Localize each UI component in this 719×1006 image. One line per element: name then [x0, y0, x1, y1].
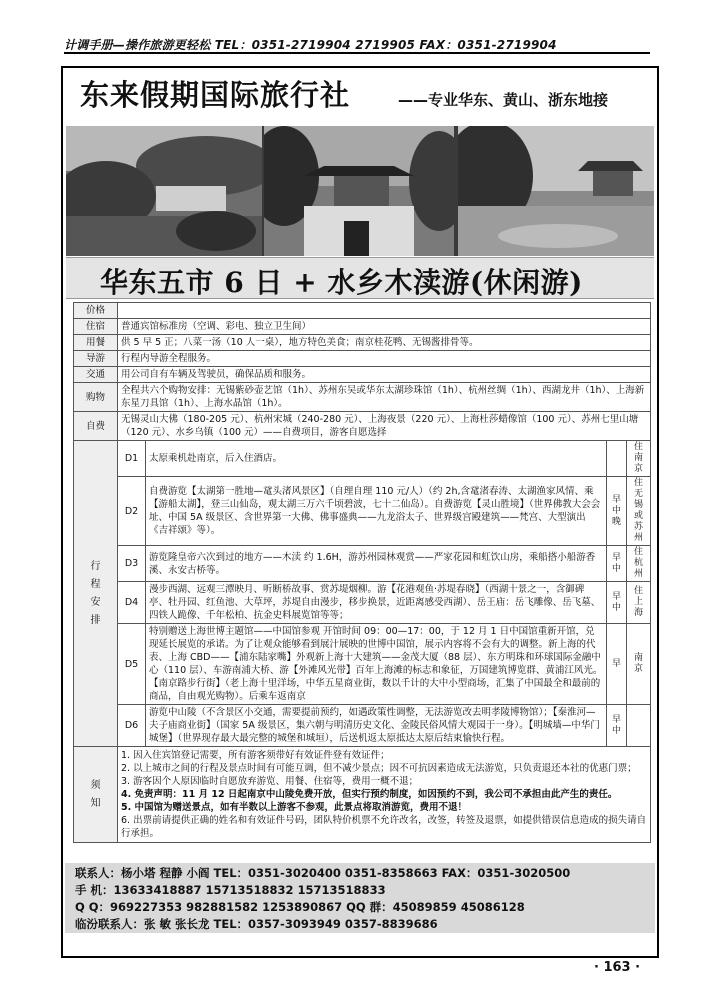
itinerary-row: [74, 582, 651, 624]
traffic-value: 用公司自有车辆及驾驶员，确保品质和服务。: [118, 367, 651, 383]
row-meal: [74, 335, 651, 351]
contact-line-linfen: 临汾联系人：张 敏 张长龙 TEL：0357-3093949 0357-8839686: [75, 917, 438, 931]
day-label: D2: [118, 477, 146, 546]
note-number: 1.: [121, 750, 131, 761]
note-text: 以上城市之间的行程及景点时间有可能互调，但不减少景点；因不可抗因素造成无法游览，只负责退还本社的优惠门票；: [133, 763, 637, 774]
day-label: D4: [118, 582, 146, 624]
itinerary-row: [74, 546, 651, 582]
note-number: 3.: [121, 776, 131, 787]
day-label: D5: [118, 624, 146, 705]
row-price: [74, 303, 651, 319]
tour-info-table: [73, 302, 651, 843]
day-stay: 住杭州: [627, 546, 651, 582]
header-contact-bar: 计调手册—操作旅游更轻松 TEL：0351-2719904 2719905 FAX：0351-2719904: [64, 36, 650, 54]
day-text: 太原乘机赴南京，后入住酒店。: [146, 441, 607, 477]
photo-strip: [66, 126, 654, 256]
day-text: 游览隆皇帝六次到过的地方——木渎 约 1.6H，游苏州园林观赏——严家花园和虹饮山房，乘船搭小船游香溪、永安古桥等。: [146, 546, 607, 582]
photo-pavilion: [458, 126, 654, 256]
selfpay-value: 无锡灵山大佛（180-205 元）、杭州宋城（240-280 元）、上海夜景（220 元）、上海杜莎蜡像馆（100 元）、苏州七里山塘（120 元）、水乡乌镇（100 元）——自费项目，游客自愿选择: [118, 412, 651, 441]
guide-value: 行程内导游全程服务。: [118, 351, 651, 367]
day-text: 游览中山陵（不含景区小交通，需要提前预约，如遇政策性调整，无法游览改去明孝陵博物馆）；【秦淮河—夫子庙商业街】（国家 5A 级景区，集六朝与明清历史文化、金陵民俗风情大观园于一身）。【明城墙—中华门城堡】（世界现存最大最完整的城堡和城垣），后送机返太原抵达太原后结束愉快行程。: [146, 705, 607, 747]
meal-label: 用餐: [74, 335, 118, 351]
itinerary-row: [74, 624, 651, 705]
row-shopping: [74, 383, 651, 412]
contact-line-mobile: 手 机：13633418887 15713518832 15713518833: [75, 883, 386, 897]
note-number: 5.: [121, 802, 132, 813]
gate-image-icon: [264, 126, 454, 256]
itinerary-char: 行: [90, 560, 101, 572]
day-text: 自费游览【太湖第一胜地—鼋头渚风景区】（自理自理 110 元/人）（约 2h,含鼋渚春涛、太湖渔家风情、乘【游船太湖】，登三山仙岛，观太湖三万六千顷碧波，七十二仙岛）。自费游览【灵山胜境】（世界佛教大会会址、中国 5A 级景区、含世界第一大佛、佛事盛典——九龙浴太子、世界级宫殿建筑——梵宫、大型演出《吉祥颂》等）。: [146, 477, 607, 546]
tour-title-banner: [66, 257, 654, 299]
day-stay: 住南京: [627, 441, 651, 477]
note-text: 免责声明：11 月 12 日起南京中山陵免费开放，但实行预约制度，如因预约不到，我公司不承担由此产生的责任。: [134, 789, 618, 800]
traffic-label: 交通: [74, 367, 118, 383]
price-value: [118, 303, 651, 319]
row-guide: [74, 351, 651, 367]
day-meal: 早中: [607, 582, 627, 624]
day-meal: 早中: [607, 546, 627, 582]
row-selfpay: [74, 412, 651, 441]
note-text: 中国馆为赠送景点，如有半数以上游客不参观，此景点将取消游览，费用不退！: [134, 802, 468, 813]
row-traffic: [74, 367, 651, 383]
company-name: 东来假期国际旅行社: [80, 78, 351, 112]
itinerary-row: [74, 705, 651, 747]
tour-title: 华东五市 6 日 + 水乡木渎游(休闲游): [100, 266, 583, 299]
shopping-value: 全程共六个购物安排：无锡紫砂壶艺馆（1h）、苏州东吴或华东太湖珍珠馆（1h）、杭州丝绸（1h）、西湖龙井（1h）、上海新东星刀具馆（1h）、上海水晶馆（1h）。: [118, 383, 651, 412]
note-item: [121, 814, 647, 840]
contact-line-phone: 联系人：杨小塔 程静 小阎 TEL：0351-3020400 0351-8358663 FAX：0351-3020500: [75, 866, 571, 880]
day-text: 漫步西湖、远观三潭映月、听断桥故事、赏苏堤烟柳。游【花港观鱼·苏堤春晓】（西湖十景之一，含御碑亭、牡丹园、红鱼池、大草坪，苏堤自由漫步，移步换景，近距离感受西湖）、岳王庙：岳飞雕像、岳飞墓、四铁人跪像、千年松柏、抗金史料展览馆等等；: [146, 582, 607, 624]
price-label: 价格: [74, 303, 118, 319]
shopping-label: 购物: [74, 383, 118, 412]
itinerary-label: [74, 441, 118, 747]
company-slogan: ——专业华东、黄山、浙东地接: [398, 91, 609, 109]
day-label: D6: [118, 705, 146, 747]
note-item: [121, 801, 647, 814]
notes-list: [118, 747, 651, 843]
notes-char: 须: [90, 779, 101, 791]
meal-value: 供 5 早 5 正；八菜一汤（10 人一桌），地方特色美食；南京桂花鸭、无锡酱排骨等。: [118, 335, 651, 351]
contact-line-qq: Q Q：969227353 982881582 1253890867 QQ 群：45089859 45086128: [75, 900, 525, 914]
day-stay: 住上海: [627, 582, 651, 624]
hotel-label: 住宿: [74, 319, 118, 335]
row-hotel: [74, 319, 651, 335]
guide-label: 导游: [74, 351, 118, 367]
note-number: 2.: [121, 763, 131, 774]
day-stay: [627, 705, 651, 747]
itinerary-row: [74, 441, 651, 477]
notes-char: 知: [90, 797, 101, 809]
day-meal: [607, 441, 627, 477]
note-text: 游客因个人原因临时自愿放弃游览、用餐、住宿等，费用一概不退；: [133, 776, 419, 787]
day-stay: 住无锡或苏州: [627, 477, 651, 546]
note-item: [121, 749, 647, 762]
day-stay: 南京: [627, 624, 651, 705]
note-number: 4.: [121, 789, 132, 800]
contact-panel: [65, 863, 655, 933]
itinerary-row: [74, 477, 651, 546]
photo-garden: [66, 126, 262, 256]
day-meal: 早中: [607, 705, 627, 747]
selfpay-label: 自费: [74, 412, 118, 441]
hotel-value: 普通宾馆标准房（空调、彩电、独立卫生间）: [118, 319, 651, 335]
itinerary-char: 排: [90, 614, 101, 626]
notes-row: [74, 747, 651, 843]
pavilion-image-icon: [458, 126, 654, 256]
page-number: · 163 ·: [594, 960, 641, 975]
notes-label: [74, 747, 118, 843]
note-item: [121, 762, 647, 775]
itinerary-char: 程: [90, 578, 101, 590]
day-text: 特别赠送上海世博主题馆——中国馆参观 开馆时间 09：00—17：00，于 12 月 1 日中国馆重新开馆，兑现延长展览的承诺。为了让观众能够看到展汁展映的世博中国馆，展示内容将不会有大的调整。新上海的代表、上海 CBD——【浦东陆家嘴】外观新上海十大建筑——金茂大厦（88 层）、东方明珠和环球国际金融中心（110 层）、车游南浦大桥、游【外滩风光带】百年上海滩的标志和象征，万国建筑博览群、黄浦江风光。【南京路步行街】（老上海十里洋场，中华五星商业街，数以千计的大中小型商场，汇集了中国最全和最前的商品，自由观光购物）。后乘车返南京: [146, 624, 607, 705]
garden-image-icon: [66, 126, 262, 256]
itinerary-char: 安: [90, 596, 101, 608]
note-text: 因入住宾馆登记需要，所有游客须带好有效证件登有效证件；: [133, 750, 390, 761]
day-label: D1: [118, 441, 146, 477]
note-text: 出票前请提供正确的姓名和有效证件号码，团队特价机票不允许改名，改签，转签及退票，如提供错误信息造成的损失请自行承担。: [121, 815, 647, 839]
day-label: D3: [118, 546, 146, 582]
note-number: 6.: [121, 815, 131, 826]
day-meal: 早中晚: [607, 477, 627, 546]
day-meal: 早: [607, 624, 627, 705]
photo-gate: [264, 126, 454, 256]
note-item: [121, 788, 647, 801]
note-item: [121, 775, 647, 788]
